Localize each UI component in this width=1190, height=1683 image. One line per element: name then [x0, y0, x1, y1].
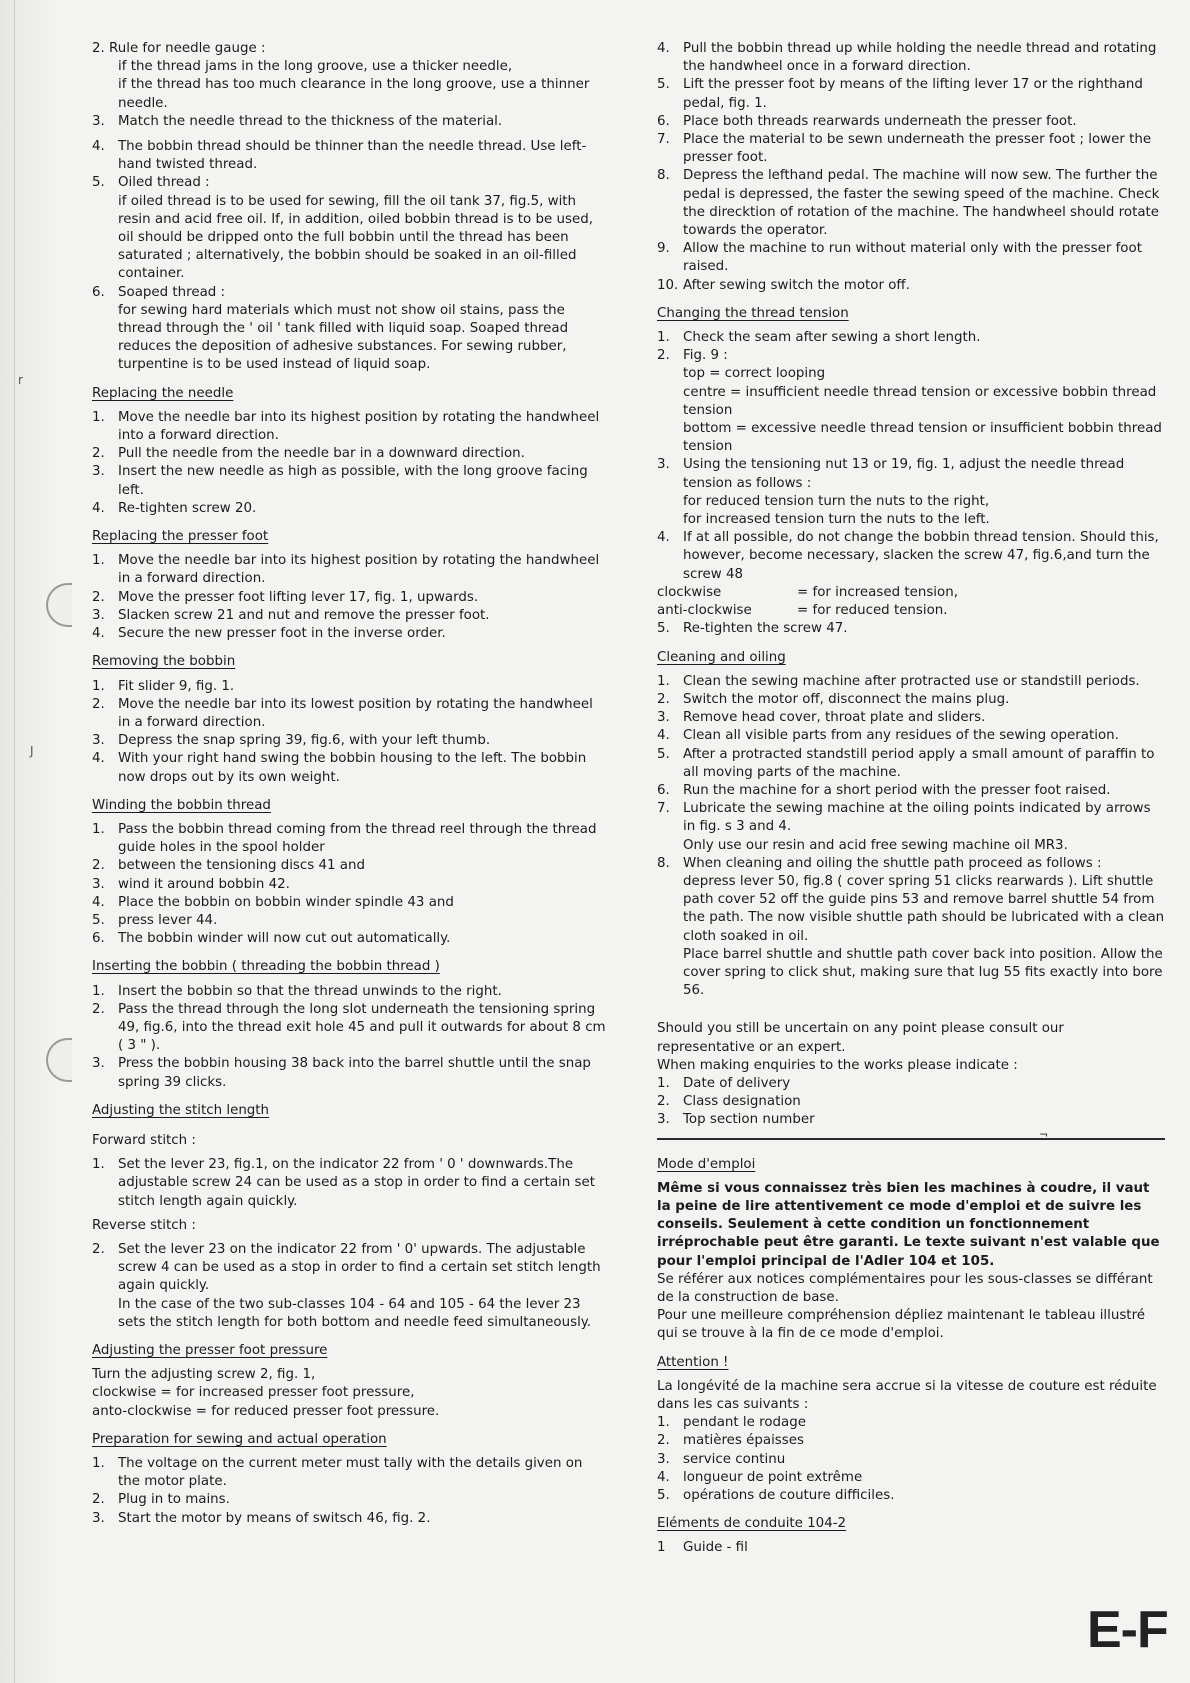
list-item	[657, 167, 1165, 240]
page-edge	[0, 0, 56, 1683]
list-item	[92, 732, 608, 750]
list-item	[657, 782, 1165, 800]
item-number: 2.	[657, 1433, 670, 1449]
direction-label: clockwise	[657, 584, 722, 600]
item-number: 3.	[657, 1112, 670, 1128]
list-item	[657, 529, 1165, 584]
paragraph: Même si vous connaissez très bien les machines à coudre, il vaut la peine de lire attentivement ce mode d'emploi et de suivre les conseils. Seulement à cette condition un fonctionnement irréprochable peut être garanti. Le texte suivant n'est valable que pour l'emploi principal de l'Adler 104 et 105.	[657, 1180, 1160, 1269]
item-text: Slacken screw 21 and nut and remove the presser foot.	[118, 607, 490, 623]
item-text: matières épaisses	[683, 1433, 804, 1449]
item-continuation: if the thread jams in the long groove, use a thicker needle,	[118, 59, 513, 75]
item-text: Class designation	[683, 1094, 801, 1110]
item-text: Allow the machine to run without material only with the presser foot raised.	[683, 241, 1142, 275]
list-item	[657, 673, 1165, 691]
consult-text: Should you still be uncertain on any point please consult our representative or an expert.	[657, 1021, 1064, 1055]
list-item	[657, 131, 1165, 167]
section-heading-replacing-needle: Replacing the needle	[92, 385, 234, 401]
item-text: Set the lever 23, fig.1, on the indicator 22 from ' 0 ' downwards.The adjustable screw 24 can be used as a stop in order to find a certain set stitch length again quickly.	[118, 1157, 595, 1209]
item-continuation: Place barrel shuttle and shuttle path cover back into position. Allow the cover spring to click shut, making sure that lug 55 fits exactly into bore 56.	[683, 946, 1163, 999]
list-item	[92, 750, 608, 786]
list-item	[657, 1414, 1165, 1432]
list-item	[92, 930, 608, 948]
section-heading-presser-pressure: Adjusting the presser foot pressure	[92, 1343, 328, 1358]
list-item	[92, 113, 608, 131]
item-number: 8.	[657, 855, 670, 871]
section-heading-mode-emploi: Mode d'emploi	[657, 1156, 756, 1172]
section-heading-cleaning-oiling: Cleaning and oiling	[657, 649, 786, 665]
list-item	[657, 1111, 1165, 1129]
item-text: If at all possible, do not change the bobbin thread tension. Should this, however, become necessary, slacken the screw 47, fig.6,and turn the screw 48	[683, 530, 1159, 582]
item-number: 3.	[92, 1056, 105, 1072]
item-continuation: In the case of the two sub-classes 104 - 64 and 105 - 64 the lever 23 sets the stitch length for both bottom and needle feed simultaneously.	[118, 1296, 592, 1330]
item-number: 3.	[92, 464, 105, 480]
paragraph: Pour une meilleure compréhension dépliez maintenant le tableau illustré qui se trouve à la fin de ce mode d'emploi.	[657, 1308, 1146, 1342]
item-text: Place the bobbin on bobbin winder spindle 43 and	[118, 894, 454, 910]
item-text: Press the bobbin housing 38 back into the barrel shuttle until the snap spring 39 clicks.	[118, 1056, 591, 1090]
item-number: 4.	[92, 500, 105, 516]
list-item	[92, 589, 608, 607]
item-text: Depress the snap spring 39, fig.6, with your left thumb.	[118, 733, 491, 749]
figure-definition: centre = insufficient needle thread tension or excessive bobbin thread tension	[683, 384, 1157, 418]
list-item	[92, 1001, 608, 1056]
item-number: 1.	[92, 409, 105, 425]
item-text: Plug in to mains.	[118, 1492, 230, 1508]
text-line: anto-clockwise = for reduced presser foot pressure.	[92, 1403, 440, 1419]
language-code: E-F	[1087, 1601, 1168, 1659]
item-continuation: if the thread has too much clearance in the long groove, use a thinner needle.	[118, 77, 590, 111]
list-item	[92, 607, 608, 625]
paragraph: Se référer aux notices complémentaires pour les sous-classes se différant de la construction de base.	[657, 1271, 1153, 1305]
item-text: Soaped thread :	[118, 284, 226, 300]
item-text: Re-tighten the screw 47.	[683, 621, 848, 637]
list-item	[92, 1241, 608, 1296]
item-number: 1.	[92, 983, 105, 999]
section-heading-attention: Attention !	[657, 1354, 729, 1370]
list-item	[657, 1539, 1165, 1557]
list-item	[657, 691, 1165, 709]
list-item	[92, 912, 608, 930]
item-text: Lubricate the sewing machine at the oiling points indicated by arrows in fig. s 3 and 4.	[683, 801, 1151, 835]
item-number: 1	[657, 1540, 666, 1556]
item-number: 3.	[92, 1510, 105, 1526]
rule-gauge-item	[92, 40, 608, 58]
list-item	[92, 857, 608, 875]
item-text: Match the needle thread to the thickness of the material.	[118, 113, 503, 129]
item-number: 3.	[657, 710, 670, 726]
item-continuation: depress lever 50, fig.8 ( cover spring 51 clicks rearwards ). Lift shuttle path cover 52 off the guide pins 53 and remove barrel shuttle 54 from the path. The now visible shuttle path should be lubricated with a clean cloth soaked in oil.	[683, 873, 1165, 944]
item-text: Place the material to be sewn underneath the presser foot ; lower the presser foot.	[683, 132, 1152, 166]
item-text: Clean all visible parts from any residues of the sewing operation.	[683, 728, 1119, 744]
item-number: 6.	[657, 113, 670, 129]
item-number: 2.	[92, 446, 105, 462]
list-item	[92, 894, 608, 912]
text-line: clockwise = for increased presser foot pressure,	[92, 1385, 415, 1401]
item-text: Move the needle bar into its highest position by rotating the handwheel into a forward direction.	[118, 409, 600, 444]
item-text: Set the lever 23 on the indicator 22 from ' 0' upwards. The adjustable screw 4 can be used as a stop in order to find a certain set stitch length again quickly.	[118, 1241, 601, 1294]
section-heading-thread-tension: Changing the thread tension	[657, 305, 849, 321]
item-number: 3.	[92, 733, 105, 749]
list-item	[92, 1455, 608, 1491]
item-number: 5.	[657, 621, 670, 637]
list-item	[92, 1156, 608, 1211]
item-number: 6.	[92, 284, 105, 300]
list-item	[92, 138, 608, 174]
list-item	[657, 620, 1165, 638]
list-item	[92, 1510, 608, 1528]
item-number: 2.	[657, 1094, 670, 1110]
item-number: 5.	[657, 77, 670, 93]
item-continuation: for reduced tension turn the nuts to the right,	[683, 493, 990, 509]
item-text: Move the needle bar into its highest position by rotating the handwheel in a forward direction.	[118, 553, 600, 587]
item-number: 9.	[657, 241, 670, 257]
item-number: 2.	[92, 589, 105, 605]
item-text: The bobbin thread should be thinner than the needle thread. Use left-hand twisted thread.	[118, 139, 587, 173]
item-number: 3.	[657, 457, 670, 473]
item-text: Pull the bobbin thread up while holding the needle thread and rotating the handwheel once in a forward direction.	[683, 41, 1157, 75]
item-continuation: if oiled thread is to be used for sewing, fill the oil tank 37, fig.5, with resin and acid free oil. If, in addition, oiled bobbin thread is to be used, oil should be dripped onto the full bobbin until the thread has been saturated ; alternatively, the bobbin should be soaked in an oil-filled container.	[118, 193, 593, 282]
list-item	[657, 1432, 1165, 1450]
item-text: With your right hand swing the bobbin housing to the left. The bobbin now drops out by its own weight.	[118, 751, 587, 785]
item-number: 5.	[657, 746, 670, 762]
item-text: Move the presser foot lifting lever 17, fig. 1, upwards.	[118, 589, 479, 605]
item-text: Top section number	[683, 1112, 815, 1128]
item-number: 4.	[92, 626, 105, 642]
item-number: 5.	[92, 175, 105, 191]
consult-text: When making enquiries to the works please indicate :	[657, 1057, 1018, 1073]
item-continuation: Only use our resin and acid free sewing machine oil MR3.	[683, 837, 1068, 853]
item-number: 7.	[657, 801, 670, 817]
item-text: Pass the thread through the long slot underneath the tensioning spring 49, fig.6, into the thread exit hole 45 and pull it outwards for about 8 cm ( 3 " ).	[118, 1001, 606, 1054]
figure-definition: top = correct looping	[683, 366, 826, 382]
section-heading-winding-bobbin: Winding the bobbin thread	[92, 797, 271, 813]
item-text: When cleaning and oiling the shuttle path proceed as follows :	[683, 855, 1102, 871]
section-heading-removing-bobbin: Removing the bobbin	[92, 654, 236, 670]
item-number: 1.	[92, 821, 105, 837]
item-number: 4.	[657, 41, 670, 56]
item-text: Move the needle bar into its lowest position by rotating the handwheel in a forward direction.	[118, 696, 593, 730]
item-number: 2.	[92, 858, 105, 874]
item-text: Switch the motor off, disconnect the mains plug.	[683, 691, 1010, 707]
list-item	[657, 800, 1165, 836]
list-item	[657, 347, 1165, 365]
item-number: 5.	[92, 912, 105, 928]
item-text: Fig. 9 :	[683, 348, 728, 364]
list-item	[657, 709, 1165, 727]
list-item	[657, 277, 1165, 295]
item-number: 3.	[92, 113, 105, 129]
list-item	[92, 696, 608, 732]
direction-row	[657, 602, 1165, 620]
list-item	[92, 821, 608, 857]
list-item	[657, 329, 1165, 347]
item-number: 4.	[92, 751, 105, 767]
list-item	[92, 445, 608, 463]
item-number: 1.	[657, 1415, 670, 1431]
list-item	[657, 1469, 1165, 1487]
item-text: Re-tighten screw 20.	[118, 500, 257, 516]
section-heading-inserting-bobbin: Inserting the bobbin ( threading the bobbin thread )	[92, 959, 440, 975]
list-item	[92, 463, 608, 499]
item-text: Oiled thread :	[118, 175, 210, 191]
item-text: Fit slider 9, fig. 1.	[118, 678, 235, 694]
list-item	[657, 727, 1165, 745]
item-text: Insert the bobbin so that the thread unwinds to the right.	[118, 983, 502, 999]
item-number: 1.	[92, 553, 105, 569]
item-text: between the tensioning discs 41 and	[118, 858, 365, 874]
item-number: 2.	[657, 348, 670, 364]
list-item	[657, 1487, 1165, 1505]
list-item	[92, 174, 608, 192]
section-heading-replacing-presser-foot: Replacing the presser foot	[92, 529, 269, 545]
item-text: opérations de couture difficiles.	[683, 1488, 895, 1504]
list-item	[92, 1491, 608, 1509]
item-number: 3.	[92, 607, 105, 623]
direction-label: anti-clockwise	[657, 603, 752, 619]
item-text: The bobbin winder will now cut out automatically.	[118, 931, 451, 947]
section-heading-elements-conduite: Eléments de conduite 104-2	[657, 1516, 847, 1532]
item-text: Pass the bobbin thread coming from the thread reel through the thread guide holes in the spool holder	[118, 821, 597, 856]
item-text: service continu	[683, 1451, 786, 1467]
direction-value: = for increased tension,	[797, 584, 958, 600]
item-text: The voltage on the current meter must tally with the details given on the motor plate.	[118, 1456, 583, 1490]
list-item	[657, 76, 1165, 112]
item-text: press lever 44.	[118, 912, 218, 928]
list-item	[92, 983, 608, 1001]
item-text: longueur de point extrême	[683, 1469, 863, 1485]
item-number: 4.	[657, 530, 670, 546]
item-text: Secure the new presser foot in the inverse order.	[118, 626, 446, 642]
list-item	[657, 855, 1165, 873]
item-number: 1.	[92, 1157, 105, 1173]
item-text: Guide - fil	[683, 1540, 748, 1556]
item-number: 5.	[657, 1488, 670, 1504]
item-text: Check the seam after sewing a short length.	[683, 330, 981, 346]
item-number: 4.	[657, 1469, 670, 1485]
item-text: After a protracted standstill period apply a small amount of paraffin to all moving parts of the machine.	[683, 746, 1155, 780]
item-text: Remove head cover, throat plate and sliders.	[683, 710, 986, 726]
item-number: 2.	[92, 1492, 105, 1508]
list-item	[92, 625, 608, 643]
list-item	[92, 1055, 608, 1091]
section-heading-preparation: Preparation for sewing and actual operation	[92, 1431, 387, 1447]
list-item	[92, 284, 608, 302]
item-number: 2.	[92, 696, 105, 712]
paragraph: La longévité de la machine sera accrue si la vitesse de couture est réduite dans les cas suivants :	[657, 1378, 1157, 1413]
figure-definition: bottom = excessive needle thread tension or insufficient bobbin thread tension	[683, 421, 1162, 455]
item-text: pendant le rodage	[683, 1415, 806, 1431]
item-continuation: for sewing hard materials which must not show oil stains, pass the thread through the ' oil ' tank filled with liquid soap. Soaped thread reduces the deposition of adhesive substances. For sewing rubber, turpentine is to be used instead of liquid soap.	[118, 302, 569, 373]
list-item	[657, 113, 1165, 131]
list-item	[657, 40, 1165, 76]
item-text: Clean the sewing machine after protracted use or standstill periods.	[683, 673, 1140, 689]
item-text: Start the motor by means of switsch 46, fig. 2.	[118, 1510, 431, 1526]
binding-line	[14, 0, 15, 1683]
item-number: 4.	[92, 894, 105, 910]
item-text: Pull the needle from the needle bar in a downward direction.	[118, 446, 525, 462]
item-text: Run the machine for a short period with the presser foot raised.	[683, 782, 1111, 798]
item-text: Insert the new needle as high as possible, with the long groove facing left.	[118, 464, 588, 498]
item-number: 10.	[657, 277, 679, 293]
item-number: 1.	[657, 673, 670, 689]
item-number: 1.	[657, 1075, 670, 1091]
item-number: 3.	[92, 876, 105, 892]
section-heading-stitch-length: Adjusting the stitch length	[92, 1102, 270, 1118]
item-number: 4.	[657, 728, 670, 744]
list-item	[657, 746, 1165, 782]
sub-label-forward-stitch: Forward stitch :	[92, 1132, 196, 1148]
list-item	[92, 500, 608, 518]
item-number: 1.	[92, 678, 105, 694]
item-number: 6.	[92, 931, 105, 947]
direction-row	[657, 584, 1165, 602]
item-number: 1.	[92, 1456, 105, 1472]
item-text: Depress the lefthand pedal. The machine will now sew. The further the pedal is depressed, the faster the sewing speed of the machine. Check the direcktion of rotation of the machine. The handwheel should rotate towards the operator.	[683, 168, 1160, 239]
section-divider	[657, 1127, 1165, 1141]
list-item	[657, 1451, 1165, 1469]
margin-mark: J	[30, 744, 34, 758]
list-item	[657, 240, 1165, 276]
item-number: 2.	[92, 1241, 105, 1257]
list-item	[92, 678, 608, 696]
item-continuation: for increased tension turn the nuts to the left.	[683, 512, 990, 528]
item-text: Using the tensioning nut 13 or 19, fig. 1, adjust the needle thread tension as follows :	[683, 457, 1125, 491]
left-column	[92, 40, 608, 1528]
item-number: 6.	[657, 782, 670, 798]
item-number: 3.	[657, 1451, 670, 1467]
item-text: Date of delivery	[683, 1075, 791, 1091]
margin-mark: r	[18, 373, 23, 387]
item-number: 2.	[657, 691, 670, 707]
direction-value: = for reduced tension.	[797, 603, 948, 619]
list-item	[657, 456, 1165, 492]
sub-label-reverse-stitch: Reverse stitch :	[92, 1217, 196, 1233]
item-number: 2.	[92, 1001, 105, 1017]
item-text: After sewing switch the motor off.	[683, 277, 910, 293]
item-text: wind it around bobbin 42.	[118, 876, 290, 892]
list-item	[92, 876, 608, 894]
list-item	[657, 1075, 1165, 1093]
text-line: Turn the adjusting screw 2, fig. 1,	[92, 1367, 316, 1383]
list-item	[92, 409, 608, 445]
right-column	[657, 40, 1165, 1558]
list-item	[657, 1093, 1165, 1111]
item-number: 4.	[92, 139, 105, 155]
item-number: 1.	[657, 330, 670, 346]
item-text: Place both threads rearwards underneath the presser foot.	[683, 113, 1077, 129]
item-number: 7.	[657, 132, 670, 148]
item-text: Lift the presser foot by means of the lifting lever 17 or the righthand pedal, fig. 1.	[683, 77, 1143, 111]
list-item	[92, 552, 608, 588]
item-text: 2. Rule for needle gauge :	[92, 41, 266, 56]
divider-mark: ¬	[1039, 1127, 1049, 1141]
item-number: 8.	[657, 168, 670, 184]
